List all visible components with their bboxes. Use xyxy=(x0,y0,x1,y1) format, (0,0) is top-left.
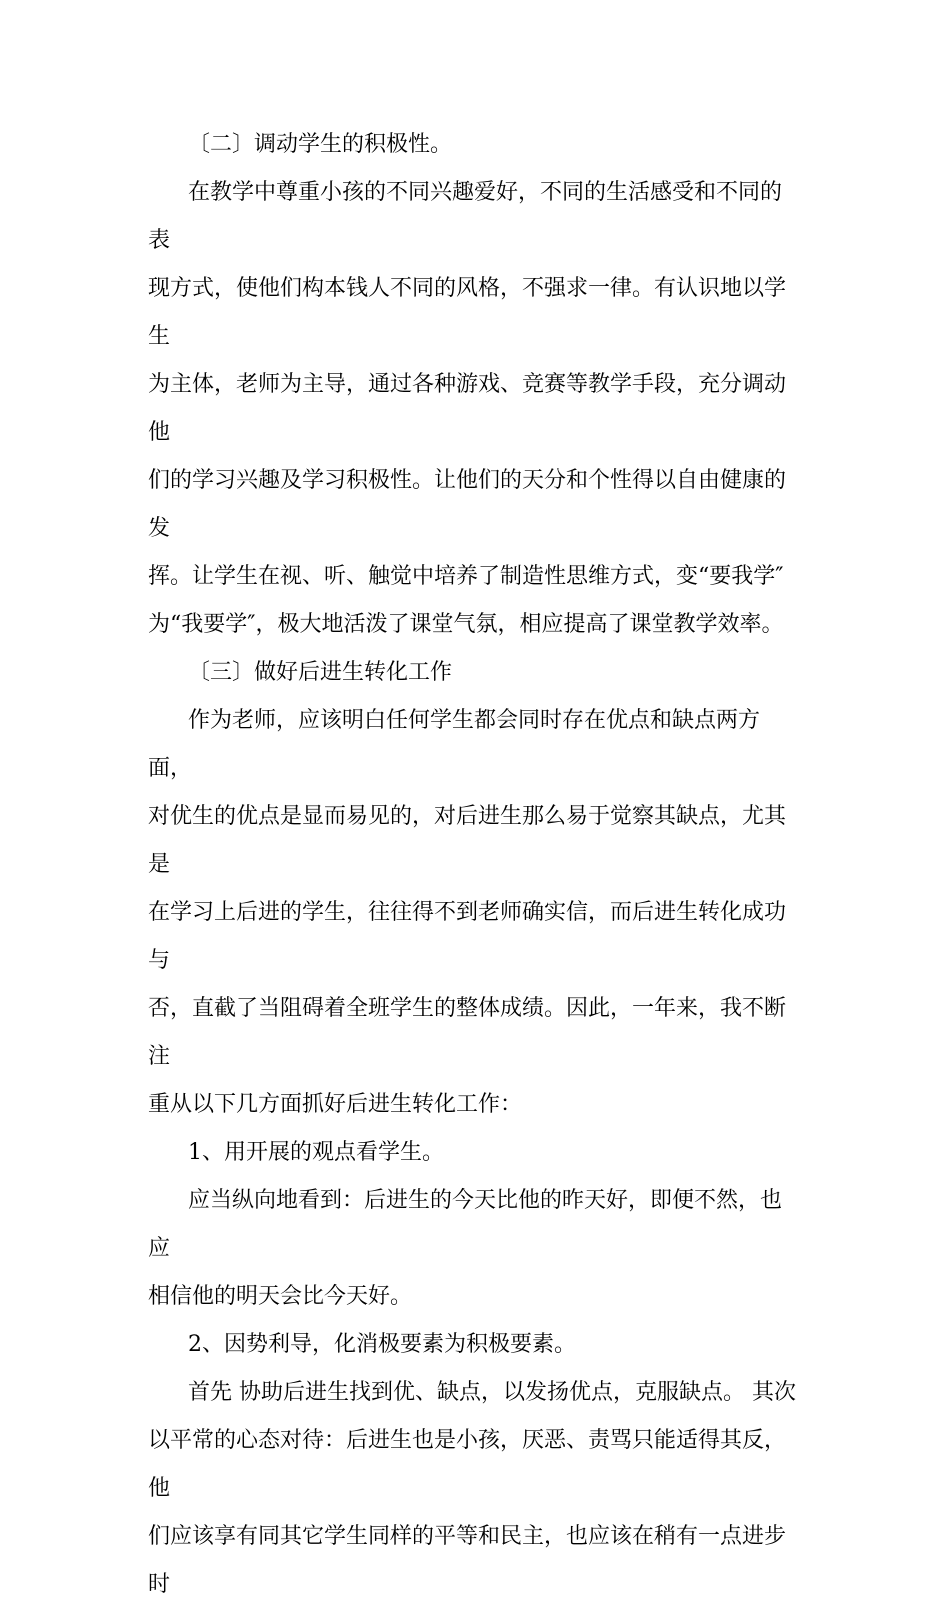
paragraph-struggling-students: 作为老师，应该明白任何学生都会同时存在优点和缺点两方面， 对优生的优点是显而易见的，对后进生那么易于觉察其缺点，尤其是 在学习上后进的学生，往往得不到老师确实信，而后进生转化成功与 否，直截了当阻碍着全班学生的整体成绩。因此，一年来，我不断注 重从以下几方面抓好后进生转化工作： xyxy=(148,708,787,1117)
document-body xyxy=(148,121,803,1609)
section-heading-2: 〔二〕调动学生的积极性。 xyxy=(188,132,453,157)
list-item-2: 2、因势利导，化消极要素为积极要素。 xyxy=(188,1332,576,1357)
section-heading-3: 〔三〕做好后进生转化工作 xyxy=(188,660,453,685)
list-item-1: 1、用开展的观点看学生。 xyxy=(188,1140,444,1165)
paragraph-guidance: 首先 协助后进生找到优、缺点，以发扬优点，克服缺点。 其次 以平常的心态对待：后进生也是小孩，厌恶、责骂只能适得其反，他 们应该享有同其它学生同样的平等和民主，也应该在稍有一点进步时 xyxy=(148,1380,796,1597)
paragraph-development-view: 应当纵向地看到：后进生的今天比他的昨天好，即便不然，也应 相信他的明天会比今天好。 xyxy=(148,1188,783,1309)
paragraph-student-initiative: 在教学中尊重小孩的不同兴趣爱好，不同的生活感受和不同的表 现方式，使他们构本钱人不同的风格，不强求一律。有认识地以学生 为主体，老师为主导，通过各种游戏、竞赛等教学手段，充分调动他 们的学习兴趣及学习积极性。让他们的天分和个性得以自由健康的发 挥。让学生在视、听、触觉中培养了制造性思维方式，变“要我学″ 为“我要学″，极大地活泼了课堂气氛，相应提高了课堂教学效率。 xyxy=(148,180,787,637)
